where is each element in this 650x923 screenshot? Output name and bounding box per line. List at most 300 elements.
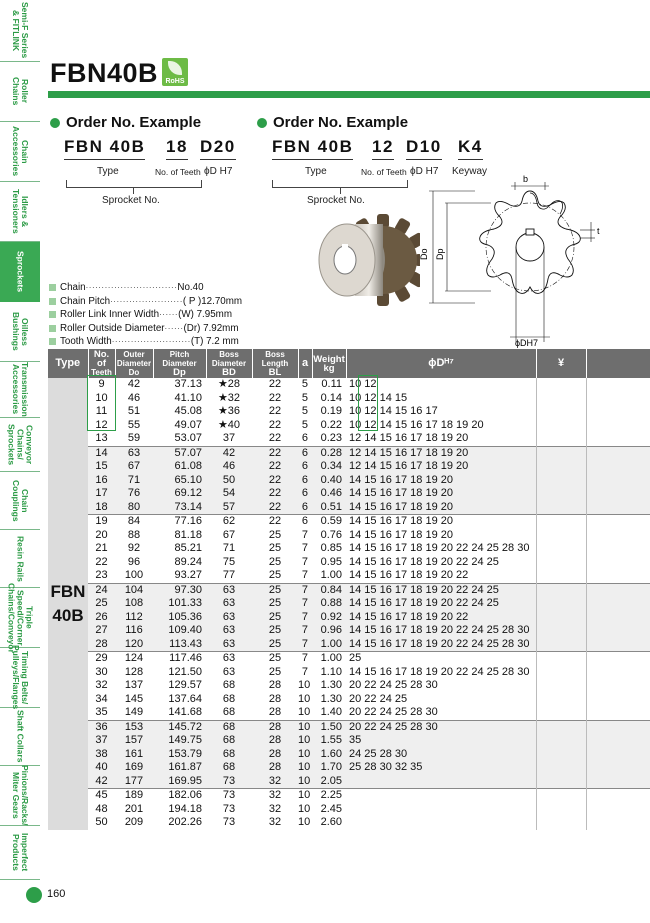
boss-diameter-cell: 68 xyxy=(206,761,252,775)
table-row xyxy=(48,378,650,392)
teeth-cell: 15 xyxy=(88,460,115,474)
teeth-cell: 13 xyxy=(88,432,115,446)
price-cell xyxy=(536,405,586,419)
a-cell: 10 xyxy=(298,802,311,815)
outer-diameter-cell: 42 xyxy=(115,378,153,392)
spec-row xyxy=(49,322,242,336)
sidebar-item-14[interactable] xyxy=(0,826,40,880)
a-cell: 7 xyxy=(298,542,312,556)
price-cell xyxy=(536,679,586,693)
pitch-diameter-cell: 153.79 xyxy=(153,748,206,762)
col-pitch-diameter: Pitch Diameter Dp xyxy=(153,349,206,378)
bore-cell xyxy=(346,816,536,830)
bore-cell: 14 15 16 17 18 19 20 22 xyxy=(346,569,536,583)
price-cell xyxy=(536,474,586,488)
price-cell xyxy=(536,392,586,406)
boss-diameter-cell: 63 xyxy=(206,583,252,597)
bullet-square-icon xyxy=(49,284,56,291)
a-cell: 10 xyxy=(298,816,311,828)
boss-length-cell: 25 xyxy=(252,569,298,583)
price-cell xyxy=(536,597,586,611)
label-keyway: Keyway xyxy=(452,166,488,177)
page-title: FBN40B xyxy=(50,58,159,88)
spec-value: No.40 xyxy=(177,282,204,294)
order-example-heading-2 xyxy=(257,114,408,131)
weight-cell: 0.84 xyxy=(312,583,346,597)
boss-diameter-cell: 63 xyxy=(206,652,252,666)
sidebar-item-label: Transmission Accessories xyxy=(11,362,30,417)
code-type: FBN 40B xyxy=(64,137,146,156)
spec-leader: ······ xyxy=(159,310,179,320)
teeth-cell: 16 xyxy=(88,474,115,488)
spec-label: Roller Outside Diameter xyxy=(60,322,165,334)
blank-cell xyxy=(586,474,650,488)
boss-diameter-cell: 68 xyxy=(206,734,252,748)
col-type: Type xyxy=(48,349,88,378)
boss-length-cell: 28 xyxy=(252,679,298,693)
blank-cell xyxy=(586,432,650,446)
a-cell: 5 xyxy=(298,392,312,406)
pitch-diameter-cell: 141.68 xyxy=(153,706,206,720)
outer-diameter-cell: 201 xyxy=(115,803,153,817)
label-type: Type xyxy=(97,166,119,177)
boss-length-cell: 25 xyxy=(252,611,298,625)
sidebar-item-6[interactable] xyxy=(0,362,40,418)
spec-leader: ························· xyxy=(111,337,191,347)
sidebar-item-label: Roller Chains xyxy=(11,77,30,106)
bore-cell: 14 15 16 17 18 19 20 xyxy=(346,487,536,501)
sidebar-item-label: Shaft Collars xyxy=(15,710,26,763)
sprocket-dimension-drawing xyxy=(415,172,650,350)
boss-length-cell: 28 xyxy=(252,720,298,734)
sidebar-item-12[interactable] xyxy=(0,708,40,766)
sidebar-item-label: Chain Accessories xyxy=(11,126,30,177)
boss-diameter-cell: 63 xyxy=(206,611,252,625)
sidebar-item-label: Triple Speed/Corner Chains/Conveyor xyxy=(6,582,35,653)
pitch-diameter-cell: 97.30 xyxy=(153,583,206,597)
leaf-icon xyxy=(168,61,182,75)
boss-length-cell: 25 xyxy=(252,652,298,666)
label-type: Type xyxy=(305,166,327,177)
outer-diameter-cell: 128 xyxy=(115,666,153,680)
boss-length-cell: 28 xyxy=(252,693,298,707)
weight-cell: 1.50 xyxy=(312,720,346,734)
blank-cell xyxy=(586,542,650,556)
outer-diameter-cell: 209 xyxy=(115,816,153,830)
a-cell: 7 xyxy=(298,666,312,680)
weight-cell: 0.88 xyxy=(312,597,346,611)
bore-cell: 20 22 24 25 28 30 xyxy=(346,706,536,720)
blank-cell xyxy=(586,734,650,748)
outer-diameter-cell: 104 xyxy=(115,583,153,597)
a-cell: 7 xyxy=(298,529,312,543)
weight-cell: 0.19 xyxy=(312,405,346,419)
spec-row xyxy=(49,295,242,309)
teeth-cell: 32 xyxy=(88,679,115,693)
teeth-cell: 11 xyxy=(88,405,115,419)
weight-cell: 2.60 xyxy=(312,816,346,830)
table-row xyxy=(48,529,650,543)
code-bore: D10 xyxy=(406,137,442,156)
label-teeth: No. of Teeth xyxy=(361,167,407,177)
blank-cell xyxy=(586,583,650,597)
blank-cell xyxy=(586,624,650,638)
a-cell: 6 xyxy=(298,446,312,460)
teeth-cell: 12 xyxy=(88,419,115,433)
outer-diameter-cell: 153 xyxy=(115,720,153,734)
pitch-diameter-cell: 61.08 xyxy=(153,460,206,474)
boss-diameter-cell: 50 xyxy=(206,474,252,488)
blank-cell xyxy=(586,679,650,693)
table-row xyxy=(48,706,650,720)
pitch-diameter-cell: 194.18 xyxy=(153,803,206,817)
outer-diameter-cell: 116 xyxy=(115,624,153,638)
outer-diameter-cell: 51 xyxy=(115,405,153,419)
price-cell xyxy=(536,775,586,789)
price-cell xyxy=(536,419,586,433)
teeth-cell: 40 xyxy=(88,761,115,775)
table-row xyxy=(48,515,650,529)
boss-diameter-cell: 67 xyxy=(206,529,252,543)
bore-cell: 10 12 14 15 16 17 xyxy=(346,405,536,419)
teeth-cell: 20 xyxy=(88,529,115,543)
sidebar-item-label: Idlers & Tensioners xyxy=(11,189,30,234)
table-row xyxy=(48,446,650,460)
blank-cell xyxy=(586,816,650,830)
sidebar-item-label: Semi-F Series & FITLINK xyxy=(11,2,30,59)
bore-cell: 20 22 24 25 28 30 xyxy=(346,720,536,734)
teeth-cell: 22 xyxy=(88,556,115,570)
boss-length-cell: 25 xyxy=(252,624,298,638)
a-cell: 10 xyxy=(298,747,311,760)
weight-cell: 1.60 xyxy=(312,748,346,762)
table-row xyxy=(48,597,650,611)
price-cell xyxy=(536,569,586,583)
outer-diameter-cell: 161 xyxy=(115,748,153,762)
dim-dp-label: Dp xyxy=(435,248,445,260)
boss-length-cell: 22 xyxy=(252,474,298,488)
blank-cell xyxy=(586,405,650,419)
page-number: 160 xyxy=(47,888,66,900)
table-row xyxy=(48,460,650,474)
boss-length-cell: 32 xyxy=(252,775,298,789)
bore-cell xyxy=(346,775,536,789)
teeth-cell: 19 xyxy=(88,515,115,529)
spec-label: Chain Pitch xyxy=(60,295,111,307)
code-keyway: K4 xyxy=(458,137,483,156)
boss-length-cell: 22 xyxy=(252,432,298,446)
table-row xyxy=(48,392,650,406)
bore-cell: 14 15 16 17 18 19 20 22 24 25 28 30 xyxy=(346,638,536,652)
bore-cell: 14 15 16 17 18 19 20 22 24 25 28 30 xyxy=(346,624,536,638)
bore-cell: 12 14 15 16 17 18 19 20 xyxy=(346,460,536,474)
blank-cell xyxy=(586,775,650,789)
teeth-cell: 28 xyxy=(88,638,115,652)
boss-length-cell: 25 xyxy=(252,529,298,543)
boss-length-cell: 22 xyxy=(252,487,298,501)
weight-cell: 1.00 xyxy=(312,638,346,652)
blank-cell xyxy=(586,761,650,775)
teeth-cell: 10 xyxy=(88,392,115,406)
a-cell: 10 xyxy=(298,789,311,801)
blank-cell xyxy=(586,693,650,707)
price-cell xyxy=(536,652,586,666)
bore-cell: 12 14 15 16 17 18 19 20 xyxy=(346,446,536,460)
sidebar-item-0[interactable] xyxy=(0,0,40,62)
outer-diameter-cell: 149 xyxy=(115,706,153,720)
pitch-diameter-cell: 89.24 xyxy=(153,556,206,570)
table-row xyxy=(48,748,650,762)
bore-cell xyxy=(346,789,536,803)
weight-cell: 0.85 xyxy=(312,542,346,556)
sidebar-item-3[interactable] xyxy=(0,182,40,242)
bore-cell: 24 25 28 30 xyxy=(346,748,536,762)
weight-cell: 0.59 xyxy=(312,515,346,529)
table-row xyxy=(48,734,650,748)
table-row xyxy=(48,679,650,693)
sidebar-item-4[interactable] xyxy=(0,242,40,302)
price-cell xyxy=(536,556,586,570)
bore-cell: 10 12 14 15 xyxy=(346,392,536,406)
weight-cell: 1.00 xyxy=(312,652,346,666)
spec-leader: ······················· xyxy=(110,296,183,306)
col-boss-diameter: Boss Diameter BD xyxy=(206,349,252,378)
pitch-diameter-cell: 45.08 xyxy=(153,405,206,419)
blank-cell xyxy=(586,748,650,762)
outer-diameter-cell: 112 xyxy=(115,611,153,625)
sidebar-item-label: Pinions/Racks/ Miter Gears xyxy=(11,765,30,826)
bore-cell: 25 28 30 32 35 xyxy=(346,761,536,775)
table-row xyxy=(48,542,650,556)
outer-diameter-cell: 157 xyxy=(115,734,153,748)
blank-cell xyxy=(586,392,650,406)
weight-cell: 1.30 xyxy=(312,679,346,693)
boss-length-cell: 22 xyxy=(252,378,298,392)
outer-diameter-cell: 80 xyxy=(115,501,153,515)
a-cell: 6 xyxy=(298,515,312,529)
teeth-cell: 18 xyxy=(88,501,115,515)
boss-diameter-cell: 68 xyxy=(206,706,252,720)
a-cell: 7 xyxy=(298,638,312,652)
boss-diameter-cell: 68 xyxy=(206,720,252,734)
pitch-diameter-cell: 113.43 xyxy=(153,638,206,652)
blank-cell xyxy=(586,515,650,529)
col-bore: ϕDᴴ⁷ xyxy=(346,349,536,378)
table-row xyxy=(48,789,650,803)
dim-t-label: t xyxy=(597,226,600,236)
pitch-diameter-cell: 85.21 xyxy=(153,542,206,556)
pitch-diameter-cell: 202.26 xyxy=(153,816,206,830)
price-cell xyxy=(536,666,586,680)
sidebar-item-label: Chain Couplings xyxy=(11,479,30,522)
sidebar-item-7[interactable] xyxy=(0,418,40,472)
blank-cell xyxy=(586,666,650,680)
table-row xyxy=(48,432,650,446)
order-example-heading-1 xyxy=(50,114,201,131)
bore-cell: 14 15 16 17 18 19 20 xyxy=(346,474,536,488)
bore-cell: 35 xyxy=(346,734,536,748)
a-cell: 10 xyxy=(298,761,311,773)
boss-length-cell: 22 xyxy=(252,405,298,419)
dimension-table xyxy=(48,349,650,830)
col-outer-diameter: Outer Diameter Do xyxy=(116,350,152,377)
boss-diameter-cell: ★40 xyxy=(206,419,252,433)
sprocket-photo xyxy=(305,208,420,308)
spec-label: Chain xyxy=(60,282,86,294)
blank-cell xyxy=(586,611,650,625)
outer-diameter-cell: 189 xyxy=(115,789,153,803)
blank-cell xyxy=(586,460,650,474)
a-cell: 7 xyxy=(298,556,312,570)
sidebar-item-11[interactable] xyxy=(0,645,40,710)
boss-length-cell: 28 xyxy=(252,761,298,775)
sidebar-item-1[interactable] xyxy=(0,62,40,122)
boss-length-cell: 25 xyxy=(252,556,298,570)
table-row xyxy=(48,569,650,583)
sidebar-item-5[interactable] xyxy=(0,302,40,362)
sidebar-item-label: Resin Rails xyxy=(15,535,26,582)
bore-cell: 14 15 16 17 18 19 20 22 24 25 28 30 xyxy=(346,666,536,680)
sidebar-item-label: Imperfect Products xyxy=(11,833,30,872)
boss-diameter-cell: 73 xyxy=(206,789,252,803)
boss-diameter-cell: 63 xyxy=(206,624,252,638)
outer-diameter-cell: 145 xyxy=(115,693,153,707)
bore-cell: 25 xyxy=(346,652,536,666)
price-cell xyxy=(536,748,586,762)
label-teeth: No. of Teeth xyxy=(155,167,201,177)
a-cell: 7 xyxy=(298,611,312,625)
pitch-diameter-cell: 93.27 xyxy=(153,569,206,583)
pitch-diameter-cell: 81.18 xyxy=(153,529,206,543)
bore-cell: 14 15 16 17 18 19 20 22 24 25 28 30 xyxy=(346,542,536,556)
spec-value: (W) 7.95mm xyxy=(178,309,232,321)
pitch-diameter-cell: 101.33 xyxy=(153,597,206,611)
bore-cell: 20 22 24 25 xyxy=(346,693,536,707)
blank-cell xyxy=(586,529,650,543)
table-row xyxy=(48,583,650,597)
sidebar-item-10[interactable] xyxy=(0,582,40,653)
table-row xyxy=(48,775,650,789)
boss-diameter-cell: 63 xyxy=(206,638,252,652)
highlight-teeth-9-12 xyxy=(87,375,116,431)
title-rule xyxy=(48,91,650,98)
sidebar-item-label: Conveyor Chains/ Sprockets xyxy=(6,423,35,466)
a-cell: 7 xyxy=(298,597,312,611)
spec-leader: ····························· xyxy=(85,283,178,293)
a-cell: 6 xyxy=(298,501,312,515)
weight-cell: 0.28 xyxy=(312,446,346,460)
bullet-square-icon xyxy=(49,311,56,318)
sidebar-item-13[interactable] xyxy=(0,766,40,826)
pitch-diameter-cell: 169.95 xyxy=(153,775,206,789)
bore-cell: 12 14 15 16 17 18 19 20 xyxy=(346,432,536,446)
weight-cell: 1.30 xyxy=(312,693,346,707)
boss-length-cell: 22 xyxy=(252,392,298,406)
pitch-diameter-cell: 41.10 xyxy=(153,392,206,406)
weight-cell: 1.55 xyxy=(312,734,346,748)
a-cell: 7 xyxy=(298,624,312,638)
weight-cell: 1.00 xyxy=(312,569,346,583)
teeth-cell: 34 xyxy=(88,693,115,707)
teeth-cell: 42 xyxy=(88,775,115,789)
sidebar-item-9[interactable] xyxy=(0,530,40,588)
a-cell: 6 xyxy=(298,460,312,474)
teeth-cell: 21 xyxy=(88,542,115,556)
outer-diameter-cell: 120 xyxy=(115,638,153,652)
bore-cell: 20 22 24 25 28 30 xyxy=(346,679,536,693)
label-bore: ϕD H7 xyxy=(204,166,233,177)
spec-list xyxy=(49,281,242,349)
boss-diameter-cell: 54 xyxy=(206,487,252,501)
price-cell xyxy=(536,816,586,830)
boss-diameter-cell: 73 xyxy=(206,816,252,830)
bore-cell: 14 15 16 17 18 19 20 xyxy=(346,529,536,543)
teeth-cell: 25 xyxy=(88,597,115,611)
price-cell xyxy=(536,734,586,748)
pitch-diameter-cell: 121.50 xyxy=(153,666,206,680)
a-cell: 5 xyxy=(298,419,312,433)
bullet-square-icon xyxy=(49,325,56,332)
boss-diameter-cell: 37 xyxy=(206,432,252,446)
col-boss-length: Boss Length BL xyxy=(252,349,298,378)
sidebar-item-8[interactable] xyxy=(0,472,40,530)
boss-diameter-cell: 63 xyxy=(206,597,252,611)
weight-cell: 0.92 xyxy=(312,611,346,625)
outer-diameter-cell: 88 xyxy=(115,529,153,543)
blank-cell xyxy=(586,789,650,803)
price-cell xyxy=(536,487,586,501)
label-sprocket-no: Sprocket No. xyxy=(102,195,160,206)
boss-length-cell: 22 xyxy=(252,446,298,460)
rohs-badge xyxy=(162,58,188,86)
outer-diameter-cell: 169 xyxy=(115,761,153,775)
weight-cell: 2.05 xyxy=(312,775,346,789)
outer-diameter-cell: 76 xyxy=(115,487,153,501)
order-example-heading-text: Order No. Example xyxy=(273,114,409,131)
a-cell: 6 xyxy=(298,432,312,446)
dim-bore-label: ϕDH7 xyxy=(515,338,539,348)
blank-cell xyxy=(586,378,650,392)
bore-cell: 14 15 16 17 18 19 20 22 24 25 xyxy=(346,556,536,570)
weight-cell: 0.22 xyxy=(312,419,346,433)
weight-cell: 0.40 xyxy=(312,474,346,488)
table-row xyxy=(48,405,650,419)
rohs-badge-label: RoHS xyxy=(165,78,185,85)
outer-diameter-cell: 100 xyxy=(115,569,153,583)
boss-diameter-cell: 62 xyxy=(206,515,252,529)
bullet-square-icon xyxy=(49,298,56,305)
weight-cell: 0.96 xyxy=(312,624,346,638)
weight-cell: 2.25 xyxy=(312,789,346,803)
price-cell xyxy=(536,761,586,775)
pitch-diameter-cell: 105.36 xyxy=(153,611,206,625)
bullet-icon xyxy=(50,118,60,128)
blank-cell xyxy=(586,803,650,817)
price-cell xyxy=(536,460,586,474)
sidebar-item-2[interactable] xyxy=(0,122,40,182)
teeth-cell: 36 xyxy=(88,720,115,734)
pitch-diameter-cell: 57.07 xyxy=(153,446,206,460)
sidebar-item-label: Timing Belts/ Pulleys/Flanges xyxy=(11,645,30,710)
boss-diameter-cell: 42 xyxy=(206,446,252,460)
pitch-diameter-cell: 69.12 xyxy=(153,487,206,501)
spec-label: Roller Link Inner Width xyxy=(60,309,160,321)
a-cell: 6 xyxy=(298,474,312,488)
price-cell xyxy=(536,583,586,597)
boss-length-cell: 28 xyxy=(252,734,298,748)
weight-cell: 0.23 xyxy=(312,432,346,446)
teeth-cell: 23 xyxy=(88,569,115,583)
